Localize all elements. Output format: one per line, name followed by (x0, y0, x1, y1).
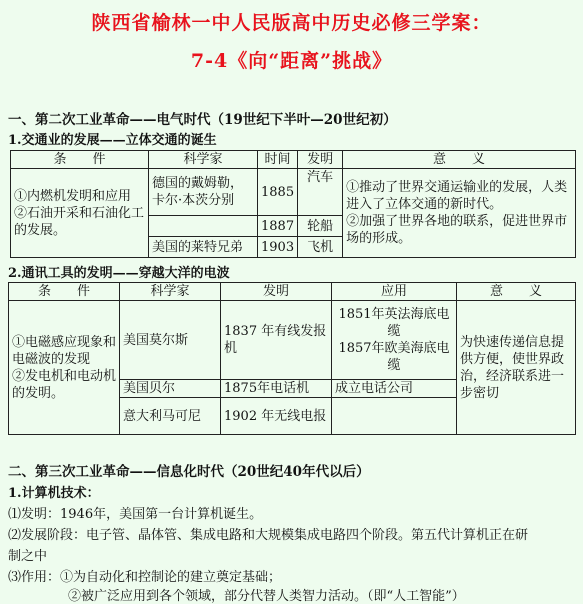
time-cell: 1885 (258, 169, 298, 216)
computer-stages: ⑵发展阶段：电子管、晶体管、集成电路和大规模集成电路四个阶段。第五代计算机正在研 (8, 528, 529, 543)
table-header-row (9, 283, 576, 301)
meaning-cell (343, 169, 576, 258)
section2-heading: 二、第三次工业革命——信息化时代（20世纪40年代以后） (8, 464, 370, 480)
lesson-title: 7-4《向“距离”挑战》 (190, 50, 393, 72)
scientist-cell: 美国的莱特兄弟 (149, 237, 258, 258)
application-cell (332, 398, 457, 435)
computer-invention: ⑴发明：1946年，美国第一台计算机诞生。 (8, 507, 263, 522)
application-b: 1857年欧美海底电缆 (338, 341, 450, 373)
invention-cell: 轮船 (298, 216, 343, 237)
condition-a: ①电磁感应现象和电磁波的发现 (12, 334, 117, 367)
table-header: 科学家 (149, 151, 258, 169)
condition-b: ②发电机和电动机的发明。 (12, 368, 117, 401)
condition-cell (11, 169, 149, 258)
computer-role-b: ②被广泛应用到各个领域，部分代替人类智力活动。（即“人工智能”） (68, 589, 465, 604)
invention-cell: 汽车 (298, 169, 343, 216)
table-header: 应用 (332, 283, 457, 301)
scientist-cell: 意大利马可尼 (120, 398, 221, 435)
application-cell (332, 301, 457, 380)
meaning-cell: 为快速传递信息提供方便，使世界政治，经济联系进一步密切 (457, 301, 576, 435)
scientist-cell (149, 216, 258, 237)
section1-heading: 一、第二次工业革命——电气时代（19世纪下半叶—20世纪初） (8, 112, 397, 128)
condition-a: ①内燃机发明和应用 (14, 188, 132, 204)
table-header: 意 义 (457, 283, 576, 301)
application-a: 1851年英法海底电缆 (338, 307, 450, 339)
table-header: 科学家 (120, 283, 221, 301)
time-cell: 1887 (258, 216, 298, 237)
meaning-b: ②加强了世界各地的联系，促进世界市场的形成。 (346, 214, 568, 246)
invention-cell: 1837 年有线发报机 (221, 301, 332, 380)
table-header: 发明 (298, 151, 343, 169)
invention-cell: 1902 年无线电报 (221, 398, 332, 435)
table-header: 时间 (258, 151, 298, 169)
condition-b: ②石油开采和石油化工的发展。 (14, 205, 145, 238)
scientist-cell: 美国贝尔 (120, 380, 221, 398)
table-header: 条 件 (9, 283, 120, 301)
transport-table (10, 150, 576, 258)
invention-cell: 飞机 (298, 237, 343, 258)
section1-sub2: 2.通讯工具的发明——穿越大洋的电波 (8, 266, 230, 281)
invention-cell: 1875年电话机 (221, 380, 332, 398)
scientist-cell: 美国莫尔斯 (120, 301, 221, 380)
table-row (11, 169, 576, 216)
application-cell: 成立电话公司 (332, 380, 457, 398)
section2-sub1: 1.计算机技术： (8, 486, 100, 501)
time-cell: 1903 (258, 237, 298, 258)
condition-cell (9, 301, 120, 435)
table-header: 发明 (221, 283, 332, 301)
table-header-row (11, 151, 576, 169)
section1-sub1: 1.交通业的发展——立体交通的诞生 (8, 133, 217, 148)
table-header: 意 义 (343, 151, 576, 169)
computer-role-a: ⑶作用：①为自动化和控制论的建立奠定基础； (8, 570, 282, 585)
computer-stages-cont: 制之中 (8, 549, 48, 564)
meaning-a: ①推动了世界交通运输业的发展，人类进入了立体交通的新时代。 (346, 180, 568, 212)
scientist-cell: 德国的戴姆勒，卡尔·本茨分别 (149, 169, 258, 216)
table-header: 条 件 (11, 151, 149, 169)
table-row (9, 301, 576, 380)
document-title: 陕西省榆林一中人民版高中历史必修三学案： (91, 12, 492, 34)
communication-table (8, 282, 576, 435)
